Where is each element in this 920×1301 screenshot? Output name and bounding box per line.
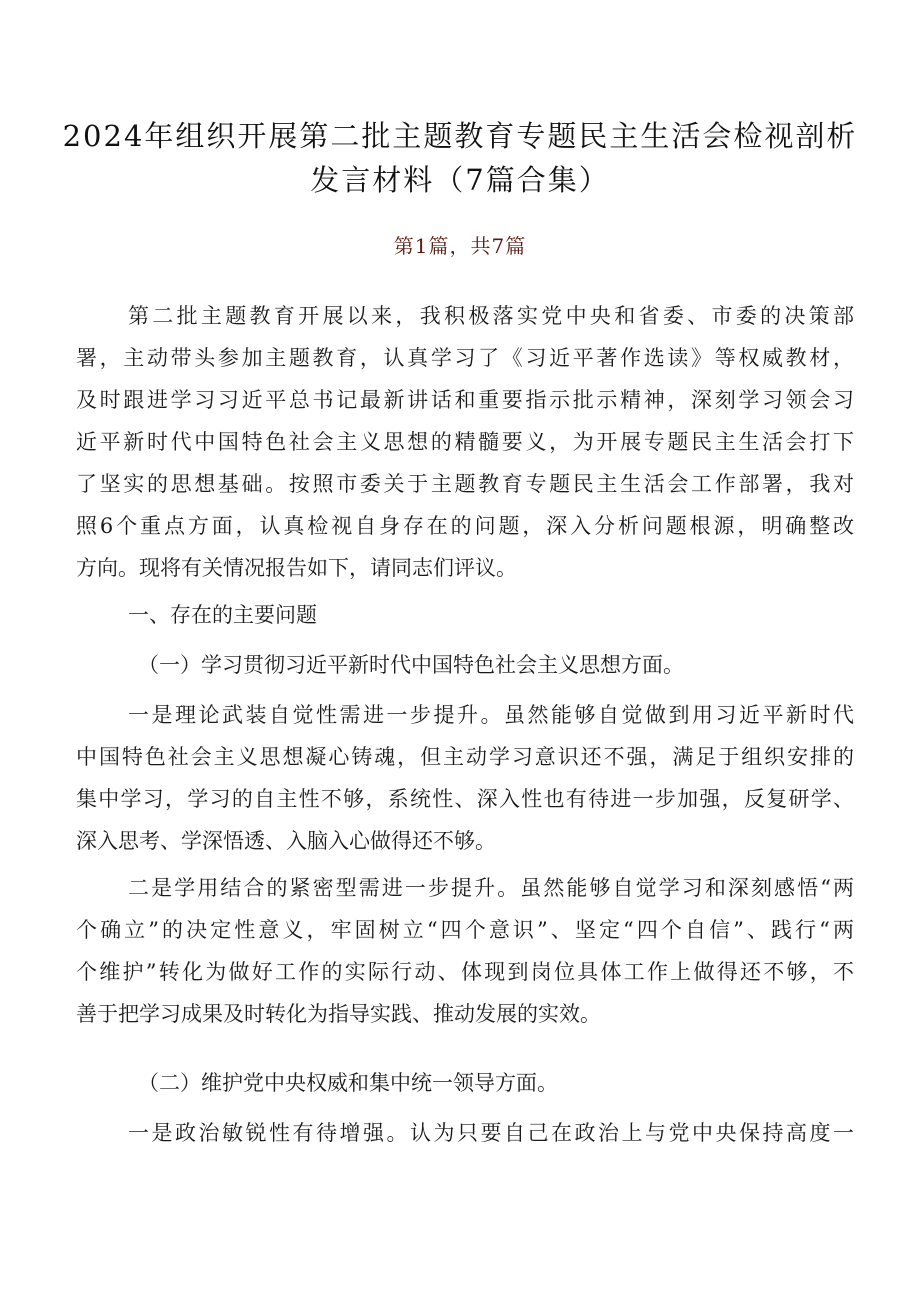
subsection-heading: （二）维护党中央权威和集中统一领导方面。 <box>138 1071 558 1095</box>
paragraph-line: 深入思考、学深悟透、入脑入心做得还不够。 <box>76 829 496 853</box>
paragraph-line: 中国特色社会主义思想凝心铸魂，但主动学习意识还不强，满足于组织安排的 <box>76 745 854 769</box>
paragraph-line: 近平新时代中国特色社会主义思想的精髓要义，为开展专题民主生活会打下 <box>76 430 854 454</box>
paragraph-line: 二是学用结合的紧密型需进一步提升。虽然能够自觉学习和深刻感悟“两 <box>128 876 854 900</box>
document-title-line-1: 2024年组织开展第二批主题教育专题民主生活会检视剖析 <box>62 119 858 153</box>
paragraph-line: 一是理论武装自觉性需进一步提升。虽然能够自觉做到用习近平新时代 <box>128 703 854 727</box>
paragraph-line: 方向。现将有关情况报告如下，请同志们评议。 <box>76 556 517 580</box>
paragraph-line: 署，主动带头参加主题教育，认真学习了《习近平著作选读》等权威教材， <box>76 346 854 370</box>
paragraph-line: 集中学习，学习的自主性不够，系统性、深入性也有待进一步加强，反复研学、 <box>76 787 854 811</box>
paragraph-line: 及时跟进学习习近平总书记最新讲话和重要指示批示精神，深刻学习领会习 <box>76 388 854 412</box>
paragraph-line: 个维护”转化为做好工作的实际行动、体现到岗位具体工作上做得还不够，不 <box>76 960 854 984</box>
part-label: 第1篇，共7篇 <box>393 234 527 258</box>
paragraph-line: 照6个重点方面，认真检视自身存在的问题，深入分析问题根源，明确整改 <box>76 514 854 538</box>
paragraph-line: 个确立”的决定性意义，牢固树立“四个意识”、坚定“四个自信”、践行“两 <box>76 918 854 942</box>
paragraph-line: 一是政治敏锐性有待增强。认为只要自己在政治上与党中央保持高度一 <box>128 1121 854 1145</box>
paragraph-line: 第二批主题教育开展以来，我积极落实党中央和省委、市委的决策部 <box>128 304 854 328</box>
paragraph-line: 了坚实的思想基础。按照市委关于主题教育专题民主生活会工作部署，我对 <box>76 472 854 496</box>
section-heading: 一、存在的主要问题 <box>128 603 317 627</box>
document-title-line-2: 发言材料（7篇合集） <box>310 163 610 197</box>
paragraph-line: 善于把学习成果及时转化为指导实践、推动发展的实效。 <box>76 1002 601 1026</box>
subsection-heading: （一）学习贯彻习近平新时代中国特色社会主义思想方面。 <box>138 653 684 677</box>
